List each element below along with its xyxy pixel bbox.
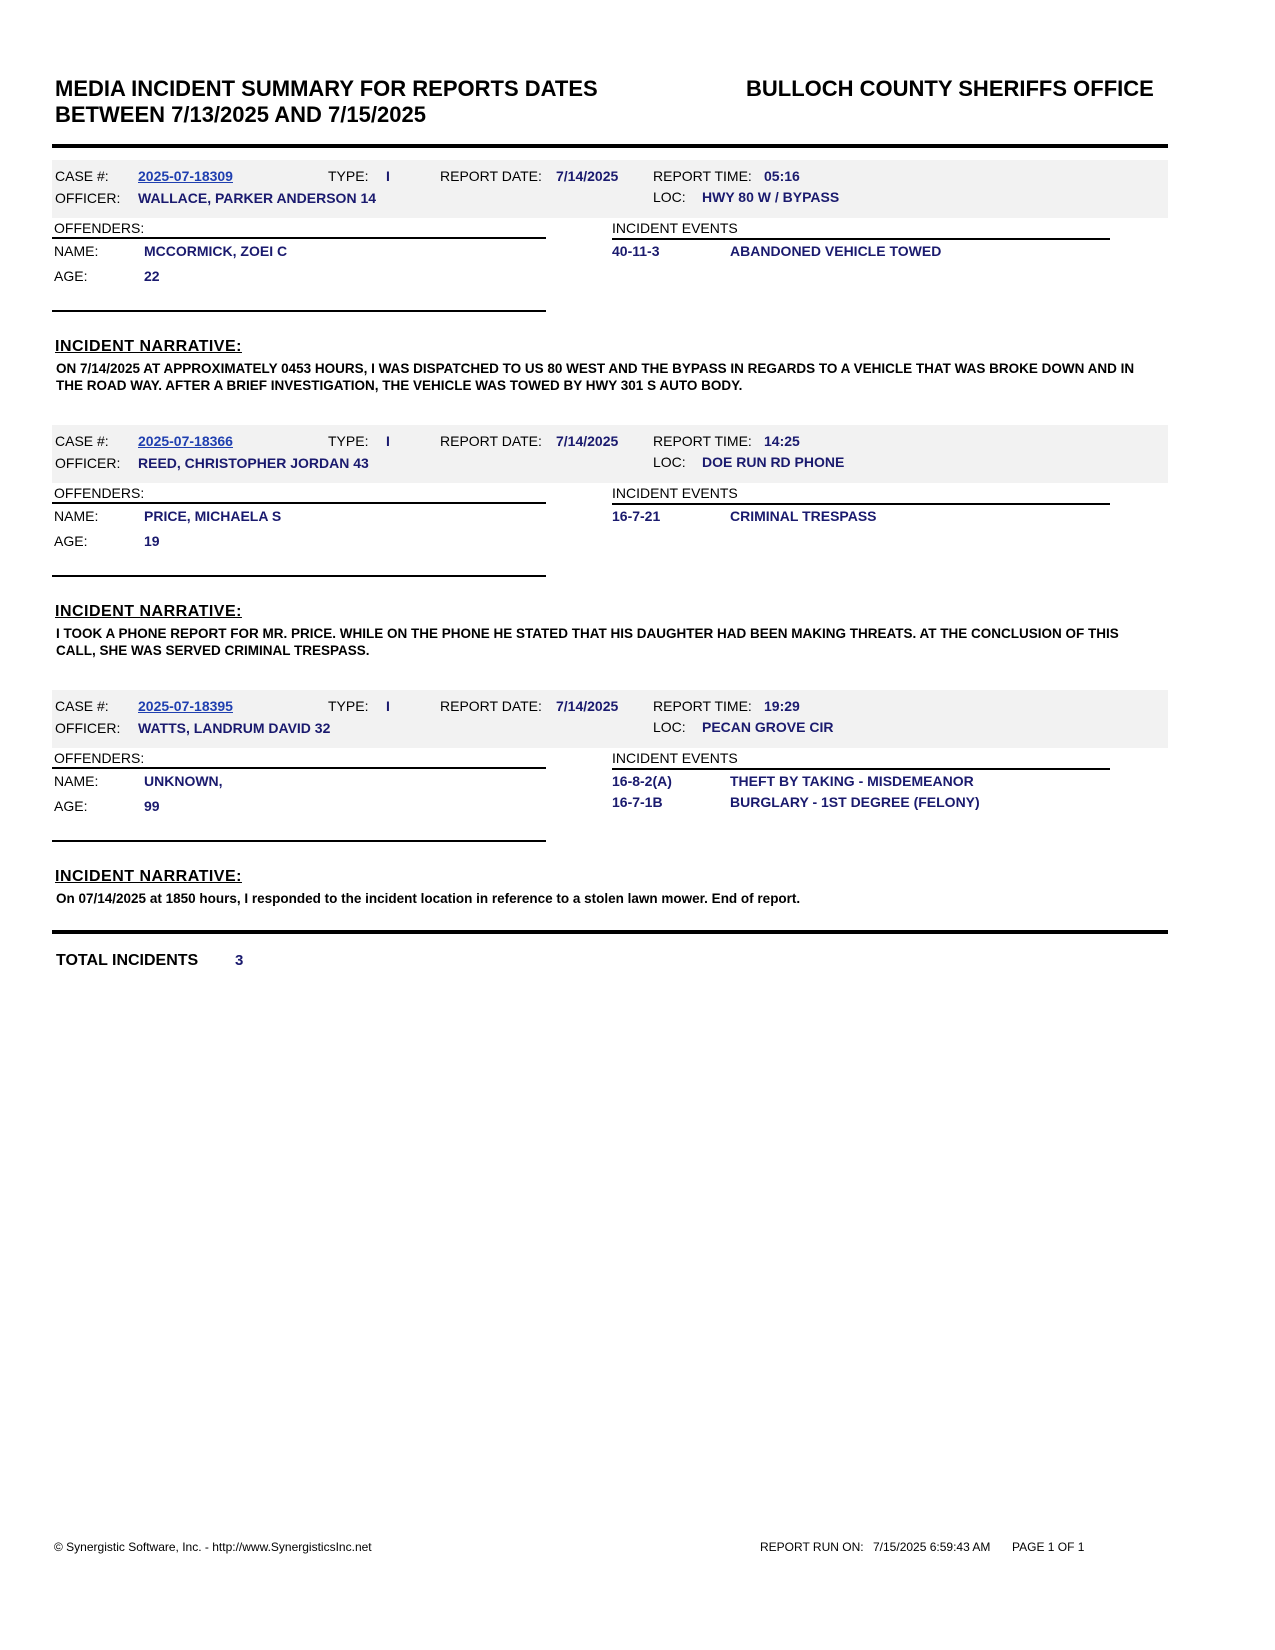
type-label: TYPE: [328, 168, 369, 184]
loc-label: LOC: [653, 189, 686, 205]
loc-label: LOC: [653, 454, 686, 470]
report-date-value: 7/14/2025 [556, 698, 619, 714]
type-value: I [386, 698, 390, 714]
offender-name-value: PRICE, MICHAELA S [144, 508, 282, 524]
case-label: CASE #: [55, 433, 109, 449]
type-label: TYPE: [328, 433, 369, 449]
footer-page-number: PAGE 1 OF 1 [1012, 1540, 1085, 1554]
incident-events-underline [612, 768, 1110, 770]
loc-value: DOE RUN RD PHONE [702, 454, 845, 470]
event-code: 16-7-1B [612, 794, 663, 810]
incident-events-heading: INCIDENT EVENTS [612, 750, 738, 766]
event-description: ABANDONED VEHICLE TOWED [730, 243, 942, 259]
incident-block [0, 160, 1275, 410]
case-number-link[interactable]: 2025-07-18309 [138, 168, 233, 184]
report-title: MEDIA INCIDENT SUMMARY FOR REPORTS DATES BETWEEN 7/13/2025 AND 7/15/2025 [55, 76, 598, 127]
report-time-label: REPORT TIME: [653, 698, 752, 714]
report-time-label: REPORT TIME: [653, 433, 752, 449]
event-description: THEFT BY TAKING - MISDEMEANOR [730, 773, 974, 789]
offenders-bottom-rule [52, 840, 546, 842]
age-label: AGE: [54, 533, 88, 549]
event-code: 40-11-3 [612, 243, 660, 259]
loc-value: HWY 80 W / BYPASS [702, 189, 840, 205]
offenders-bottom-rule [52, 310, 546, 312]
name-label: NAME: [54, 508, 99, 524]
report-date-label: REPORT DATE: [440, 433, 542, 449]
type-value: I [386, 168, 390, 184]
footer-report-run-value: 7/15/2025 6:59:43 AM [873, 1540, 991, 1554]
incident-events-underline [612, 238, 1110, 240]
narrative-heading: INCIDENT NARRATIVE: [55, 603, 242, 620]
offender-age-value: 22 [144, 268, 160, 284]
offender-name-value: UNKNOWN, [144, 773, 223, 789]
report-date-value: 7/14/2025 [556, 168, 619, 184]
event-description: BURGLARY - 1ST DEGREE (FELONY) [730, 794, 980, 810]
offenders-underline [52, 237, 546, 239]
case-number-link[interactable]: 2025-07-18366 [138, 433, 233, 449]
totals-rule [52, 930, 1168, 934]
officer-label: OFFICER: [55, 190, 121, 206]
report-date-value: 7/14/2025 [556, 433, 619, 449]
type-value: I [386, 433, 390, 449]
report-time-value: 19:29 [764, 698, 800, 714]
type-label: TYPE: [328, 698, 369, 714]
offenders-underline [52, 767, 546, 769]
offender-age-value: 99 [144, 798, 160, 814]
case-number-link[interactable]: 2025-07-18395 [138, 698, 233, 714]
report-date-label: REPORT DATE: [440, 168, 542, 184]
narrative-text: I TOOK A PHONE REPORT FOR MR. PRICE. WHILE ON THE PHONE HE STATED THAT HIS DAUGHTER HAD BEEN MAKING THREATS. AT THE CONCLUSION OF THIS CALL, SHE WAS SERVED CRIMINAL TRESPASS. [56, 626, 1119, 658]
loc-value: PECAN GROVE CIR [702, 719, 834, 735]
offenders-heading: OFFENDERS: [54, 750, 145, 766]
age-label: AGE: [54, 798, 88, 814]
narrative-text: ON 7/14/2025 AT APPROXIMATELY 0453 HOURS, I WAS DISPATCHED TO US 80 WEST AND THE BYPASS IN REGARDS TO A VEHICLE THAT WAS BROKE DOWN AND IN THE ROAD WAY. AFTER A BRIEF INVESTIGATION, THE VEHICLE WAS TOWED BY HWY 301 S AUTO BODY. [56, 361, 1135, 393]
offenders-heading: OFFENDERS: [54, 220, 145, 236]
incident-events-heading: INCIDENT EVENTS [612, 220, 738, 236]
total-incidents-label: TOTAL INCIDENTS [56, 952, 199, 969]
incident-block [0, 690, 1275, 940]
officer-value: WATTS, LANDRUM DAVID 32 [138, 720, 331, 736]
offenders-bottom-rule [52, 575, 546, 577]
header-rule [52, 144, 1168, 148]
name-label: NAME: [54, 773, 99, 789]
incident-events-underline [612, 503, 1110, 505]
report-date-label: REPORT DATE: [440, 698, 542, 714]
case-label: CASE #: [55, 698, 109, 714]
age-label: AGE: [54, 268, 88, 284]
case-label: CASE #: [55, 168, 109, 184]
footer-report-run-label: REPORT RUN ON: [760, 1540, 864, 1554]
report-time-label: REPORT TIME: [653, 168, 752, 184]
narrative-heading: INCIDENT NARRATIVE: [55, 338, 242, 355]
officer-label: OFFICER: [55, 720, 121, 736]
name-label: NAME: [54, 243, 99, 259]
offenders-heading: OFFENDERS: [54, 485, 145, 501]
report-time-value: 05:16 [764, 168, 800, 184]
footer-copyright: © Synergistic Software, Inc. - http://www.SynergisticsInc.net [54, 1540, 372, 1554]
incident-block [0, 425, 1275, 675]
narrative-heading: INCIDENT NARRATIVE: [55, 868, 242, 885]
offenders-underline [52, 502, 546, 504]
officer-value: WALLACE, PARKER ANDERSON 14 [138, 190, 377, 206]
agency-name: BULLOCH COUNTY SHERIFFS OFFICE [746, 76, 1154, 101]
offender-name-value: MCCORMICK, ZOEI C [144, 243, 288, 259]
officer-label: OFFICER: [55, 455, 121, 471]
event-code: 16-8-2(A) [612, 773, 672, 789]
report-time-value: 14:25 [764, 433, 800, 449]
loc-label: LOC: [653, 719, 686, 735]
narrative-text: On 07/14/2025 at 1850 hours, I responded to the incident location in reference to a stolen lawn mower. End of report. [56, 891, 801, 906]
incident-events-heading: INCIDENT EVENTS [612, 485, 738, 501]
total-incidents-value: 3 [235, 952, 244, 969]
event-code: 16-7-21 [612, 508, 661, 524]
event-description: CRIMINAL TRESPASS [730, 508, 877, 524]
officer-value: REED, CHRISTOPHER JORDAN 43 [138, 455, 369, 471]
offender-age-value: 19 [144, 533, 160, 549]
